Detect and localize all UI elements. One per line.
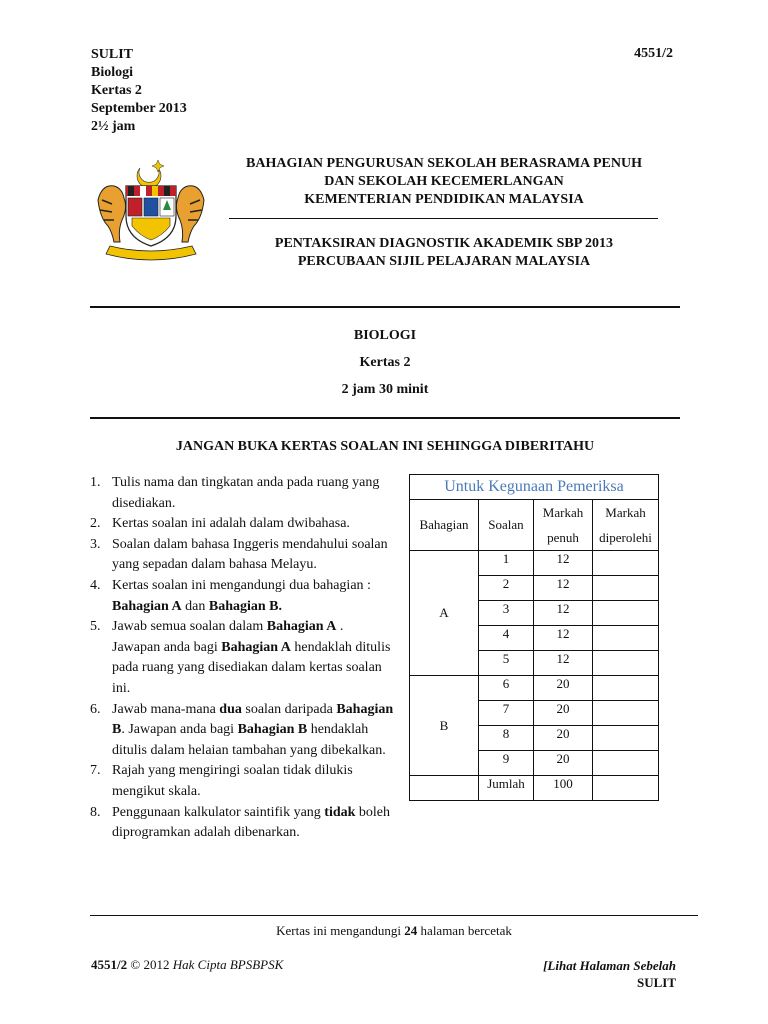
- instruction-emphasis: dua: [219, 701, 242, 717]
- instruction-item: [90, 514, 395, 535]
- marks-obtained-cell[interactable]: [593, 751, 659, 776]
- instruction-item: [90, 473, 395, 514]
- subject-label: Biologi: [91, 65, 134, 80]
- instruction-text: boleh diprogramkan adalah dibenarkan.: [112, 804, 391, 841]
- full-marks-cell: 12: [534, 576, 593, 601]
- total-marks: 100: [534, 776, 593, 801]
- question-number-cell: 9: [479, 751, 534, 776]
- agency-line-1: BAHAGIAN PENGURUSAN SEKOLAH BERASRAMA PENUH: [246, 156, 642, 171]
- question-number-cell: 5: [479, 651, 534, 676]
- question-number-cell: 1: [479, 551, 534, 576]
- agency-divider: [229, 218, 658, 219]
- exam-date-label: September 2013: [91, 101, 187, 116]
- copyright-holder: Hak Cipta BPSBPSK: [172, 957, 284, 972]
- question-number-cell: 3: [479, 601, 534, 626]
- instruction-number: 8.: [90, 804, 101, 820]
- instruction-item: [90, 761, 395, 802]
- instruction-item: [90, 576, 395, 617]
- question-number-cell: 6: [479, 676, 534, 701]
- footer-paper-code: 4551/2: [91, 957, 128, 972]
- instruction-text: Kertas soalan ini mengandungi dua bahagian :: [112, 577, 371, 593]
- instruction-text: hendaklah ditulis dalam helaian tambahan yang dibekalkan.: [112, 722, 386, 758]
- instruction-emphasis: Bahagian A: [112, 598, 182, 614]
- instruction-number: 7.: [90, 763, 101, 779]
- copyright-line: [91, 957, 283, 973]
- header-full-marks: Markah penuh: [534, 500, 593, 551]
- section-cell: A: [410, 551, 479, 676]
- paper-title: Kertas 2: [359, 355, 411, 370]
- marks-obtained-cell[interactable]: [593, 701, 659, 726]
- instruction-item: [90, 803, 395, 844]
- paper-label: Kertas 2: [91, 83, 142, 98]
- footer-divider: [90, 915, 698, 916]
- header-marks-obtained: Markah diperolehi: [593, 500, 659, 551]
- table-row: [410, 676, 659, 701]
- instruction-text: Rajah yang mengiringi soalan tidak dilukis mengikut skala.: [112, 763, 353, 799]
- paper-code: 4551/2: [634, 46, 673, 61]
- page-count-suffix: halaman bercetak: [417, 923, 512, 938]
- subject-title: BIOLOGI: [353, 328, 417, 343]
- exam-name-line-1: PENTAKSIRAN DIAGNOSTIK AKADEMIK SBP 2013: [274, 236, 614, 251]
- coat-of-arms-logo: [88, 160, 214, 264]
- instruction-text: Jawab semua soalan dalam: [112, 619, 267, 635]
- duration-title: 2 jam 30 minit: [341, 382, 429, 397]
- instruction-number: 4.: [90, 577, 101, 593]
- question-number-cell: 7: [479, 701, 534, 726]
- instruction-text: Kertas soalan ini adalah dalam dwibahasa.: [112, 516, 350, 532]
- marks-obtained-cell[interactable]: [593, 601, 659, 626]
- instruction-item: [90, 617, 395, 699]
- exam-name-line-2: PERCUBAAN SIJIL PELAJARAN MALAYSIA: [297, 254, 591, 269]
- classification-label: SULIT: [91, 47, 134, 62]
- full-marks-cell: 20: [534, 701, 593, 726]
- marks-obtained-cell[interactable]: [593, 551, 659, 576]
- instruction-item: [90, 700, 395, 762]
- section-divider-bottom: [90, 417, 680, 419]
- instruction-number: 6.: [90, 701, 101, 717]
- marks-obtained-cell[interactable]: [593, 726, 659, 751]
- total-label: Jumlah: [479, 776, 534, 801]
- instruction-emphasis: tidak: [324, 804, 356, 820]
- copyright-year: © 2012: [127, 957, 173, 972]
- instruction-number: 2.: [90, 516, 101, 532]
- instruction-text: soalan daripada: [241, 701, 337, 717]
- instruction-number: 3.: [90, 536, 101, 552]
- page-count-prefix: Kertas ini mengandungi: [276, 923, 405, 938]
- full-marks-cell: 12: [534, 651, 593, 676]
- question-number-cell: 4: [479, 626, 534, 651]
- table-row: [410, 551, 659, 576]
- instruction-text: Tulis nama dan tingkatan anda pada ruang yang disediakan.: [112, 475, 380, 511]
- instruction-number: 1.: [90, 475, 101, 490]
- marks-obtained-cell[interactable]: [593, 576, 659, 601]
- full-marks-cell: 20: [534, 751, 593, 776]
- agency-line-2: DAN SEKOLAH KECEMERLANGAN: [324, 174, 564, 189]
- header-question: Soalan: [479, 500, 534, 551]
- exam-name-block: [230, 235, 658, 271]
- marks-obtained-cell[interactable]: [593, 676, 659, 701]
- instruction-text: Jawab mana-mana: [112, 701, 220, 717]
- full-marks-cell: 12: [534, 626, 593, 651]
- instruction-emphasis: Bahagian B: [237, 722, 308, 738]
- instruction-number: 5.: [90, 619, 101, 635]
- instructions-list: [90, 473, 395, 844]
- instruction-text: Penggunaan kalkulator saintifik yang: [112, 804, 325, 820]
- full-marks-cell: 20: [534, 676, 593, 701]
- document-header-left: [91, 46, 187, 136]
- next-page-note: [Lihat Halaman Sebelah: [543, 958, 676, 973]
- instruction-text: . Jawapan anda bagi: [112, 619, 344, 655]
- instruction-text: hendaklah ditulis pada ruang yang disediakan dalam kertas soalan ini.: [112, 639, 391, 696]
- instruction-emphasis: Bahagian A: [266, 619, 337, 635]
- instruction-text: . Jawapan anda bagi: [121, 722, 238, 738]
- marks-obtained-cell[interactable]: [593, 626, 659, 651]
- full-marks-cell: 12: [534, 551, 593, 576]
- section-cell: B: [410, 676, 479, 776]
- examiner-table-title: Untuk Kegunaan Pemeriksa: [410, 475, 659, 500]
- total-obtained: [593, 776, 659, 801]
- marks-obtained-cell[interactable]: [593, 651, 659, 676]
- instruction-emphasis: Bahagian B.: [208, 598, 282, 614]
- question-number-cell: 2: [479, 576, 534, 601]
- question-number-cell: 8: [479, 726, 534, 751]
- instruction-text: dan: [181, 598, 209, 614]
- section-divider-top: [90, 306, 680, 308]
- total-empty-cell: [410, 776, 479, 801]
- duration-label: 2½ jam: [91, 119, 136, 134]
- header-section: Bahagian: [410, 500, 479, 551]
- footer-right: [543, 957, 676, 991]
- page-count-number: 24: [404, 923, 418, 938]
- warning-heading: JANGAN BUKA KERTAS SOALAN INI SEHINGGA DIBERITAHU: [175, 439, 595, 454]
- page-count-note: [90, 923, 698, 939]
- examiner-table: [409, 474, 659, 801]
- agency-block: [230, 155, 658, 209]
- agency-line-3: KEMENTERIAN PENDIDIKAN MALAYSIA: [304, 192, 584, 207]
- instruction-text: Soalan dalam bahasa Inggeris mendahului soalan yang sepadan dalam bahasa Melayu.: [112, 536, 388, 573]
- instruction-emphasis: Bahagian B: [112, 701, 394, 738]
- instruction-item: [90, 535, 395, 576]
- full-marks-cell: 12: [534, 601, 593, 626]
- instruction-emphasis: Bahagian A: [221, 639, 291, 655]
- footer-classification: SULIT: [636, 975, 676, 990]
- full-marks-cell: 20: [534, 726, 593, 751]
